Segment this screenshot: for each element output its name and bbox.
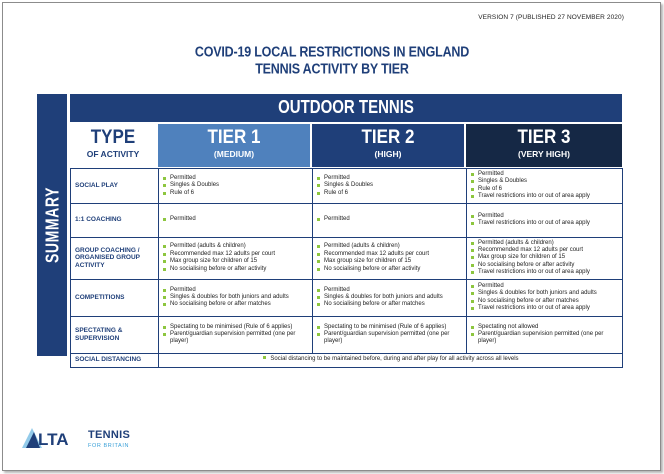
- bullet-item: No socialising before or after matches: [317, 301, 463, 308]
- bullet-item: Permitted: [163, 287, 309, 294]
- tier-2-header: [312, 124, 464, 167]
- bullet-item: Rule of 6: [471, 186, 619, 193]
- table-row: [71, 279, 623, 316]
- bullet-item: Permitted (adults & children): [317, 243, 463, 250]
- bullet-item: No socialising before or after matches: [471, 298, 619, 305]
- bullet-item: Travel restrictions into or out of area apply: [471, 193, 619, 200]
- bullet-list: [163, 243, 309, 273]
- bullet-item: Permitted: [471, 171, 619, 178]
- tier-3-level: (VERY HIGH): [518, 149, 570, 159]
- tier-3-header: [466, 124, 622, 167]
- summary-sidebar: [37, 94, 67, 356]
- tier-1-cell: [159, 316, 313, 353]
- type-header-small: OF ACTIVITY: [86, 149, 140, 159]
- tier-1-cell: [159, 237, 313, 279]
- bullet-list: [471, 283, 619, 313]
- bullet-item: Singles & doubles for both juniors and adults: [317, 294, 463, 301]
- bullet-list: [163, 216, 309, 223]
- bullet-list: [163, 324, 309, 346]
- bullet-item: Travel restrictions into or out of area apply: [471, 220, 619, 227]
- activity-label: SPECTATING & SUPERVISION: [71, 316, 159, 353]
- table-row: [71, 203, 623, 237]
- tier-1-cell: [159, 203, 313, 237]
- tier-3-name: TIER 3: [517, 125, 571, 148]
- bullet-item: Spectating to be minimised (Rule of 6 applies): [317, 324, 463, 331]
- bullet-item: Max group size for children of 15: [471, 254, 619, 261]
- bullet-item: Singles & doubles for both juniors and adults: [471, 290, 619, 297]
- tier-1-level: (MEDIUM): [213, 149, 255, 159]
- bullet-item: Rule of 6: [317, 190, 463, 197]
- bullet-item: Recommended max 12 adults per court: [471, 247, 619, 254]
- bullet-list: [471, 171, 619, 201]
- lta-logo: [22, 426, 142, 456]
- activity-label: SOCIAL PLAY: [71, 169, 159, 204]
- tier-2-cell: [313, 279, 467, 316]
- bullet-item: No socialising before or after activity: [317, 266, 463, 273]
- bullet-item: Permitted: [163, 175, 309, 182]
- activity-label: GROUP COACHING / ORGANISED GROUP ACTIVITY: [71, 237, 159, 279]
- bullet-item: Recommended max 12 adults per court: [317, 251, 463, 258]
- bullet-list: [317, 175, 463, 197]
- version-note: VERSION 7 (PUBLISHED 27 NOVEMBER 2020): [478, 14, 624, 21]
- bullet-item: Travel restrictions into or out of area apply: [471, 305, 619, 312]
- bullet-list: [471, 324, 619, 346]
- bullet-item: Permitted (adults & children): [471, 240, 619, 247]
- social-distancing-text: Social distancing to be maintained before, during and after play for all activity across all levels: [270, 356, 519, 363]
- bullet-item: Singles & Doubles: [317, 182, 463, 189]
- bullet-item: Permitted: [317, 216, 463, 223]
- social-distancing-cell: [159, 353, 623, 367]
- tier-2-level: (HIGH): [374, 149, 402, 159]
- lta-mark: LTA: [38, 430, 69, 449]
- outdoor-tennis-header: [70, 94, 622, 122]
- bullet-list: [317, 216, 463, 223]
- bullet-item: Permitted (adults & children): [163, 243, 309, 250]
- tier-2-name: TIER 2: [361, 125, 415, 148]
- lta-logo-name: TENNIS: [88, 429, 131, 441]
- tier-3-cell: [467, 279, 623, 316]
- bullet-list: [471, 213, 619, 228]
- social-distancing-row: [71, 353, 623, 367]
- bullet-list: [317, 287, 463, 309]
- bullet-item: Parent/guardian supervision permitted (one per player): [163, 331, 309, 346]
- bullet-list: [317, 324, 463, 346]
- activity-label: COMPETITIONS: [71, 279, 159, 316]
- title-line-2: TENNIS ACTIVITY BY TIER: [255, 60, 409, 78]
- bullet-item: No socialising before or after activity: [471, 262, 619, 269]
- tier-2-cell: [313, 203, 467, 237]
- table-row: [71, 169, 623, 204]
- table-row: [71, 316, 623, 353]
- type-of-activity-header: [70, 124, 156, 167]
- bullet-item: Permitted: [317, 287, 463, 294]
- bullet-item: Parent/guardian supervision permitted (one per player): [471, 331, 619, 346]
- bullet-item: Recommended max 12 adults per court: [163, 251, 309, 258]
- social-distancing-label: SOCIAL DISTANCING: [71, 353, 159, 367]
- tier-2-cell: [313, 237, 467, 279]
- title-line-1: COVID-19 LOCAL RESTRICTIONS IN ENGLAND: [194, 43, 470, 61]
- bullet-item: No socialising before or after activity: [163, 266, 309, 273]
- bullet-item: Singles & Doubles: [163, 182, 309, 189]
- bullet-item: Max group size for children of 15: [317, 258, 463, 265]
- bullet-item: Max group size for children of 15: [163, 258, 309, 265]
- restrictions-table: [70, 168, 623, 368]
- bullet-item: Rule of 6: [163, 190, 309, 197]
- outdoor-tennis-label: OUTDOOR TENNIS: [278, 97, 414, 118]
- summary-label: SUMMARY: [41, 186, 63, 264]
- tier-1-cell: [159, 169, 313, 204]
- bullet-list: [163, 287, 309, 309]
- bullet-icon: [263, 356, 266, 359]
- bullet-item: Permitted: [471, 283, 619, 290]
- lta-logo-icon: [22, 426, 86, 450]
- lta-logo-tagline: FOR BRITAIN: [88, 443, 130, 449]
- bullet-list: [317, 243, 463, 273]
- bullet-item: Spectating to be minimised (Rule of 6 applies): [163, 324, 309, 331]
- tier-2-cell: [313, 169, 467, 204]
- bullet-item: Singles & doubles for both juniors and adults: [163, 294, 309, 301]
- type-header-big: TYPE: [90, 125, 136, 148]
- tier-2-cell: [313, 316, 467, 353]
- tier-3-cell: [467, 237, 623, 279]
- bullet-item: Permitted: [317, 175, 463, 182]
- restrictions-table-body: [71, 169, 623, 368]
- bullet-item: Parent/guardian supervision permitted (one per player): [317, 331, 463, 346]
- bullet-item: Permitted: [471, 213, 619, 220]
- tier-3-cell: [467, 316, 623, 353]
- bullet-item: Singles & Doubles: [471, 178, 619, 185]
- bullet-item: Travel restrictions into or out of area apply: [471, 269, 619, 276]
- bullet-list: [471, 240, 619, 277]
- tier-1-header: [158, 124, 310, 167]
- bullet-list: [163, 175, 309, 197]
- tier-1-name: TIER 1: [207, 125, 261, 148]
- tier-1-cell: [159, 279, 313, 316]
- bullet-item: Spectating not allowed: [471, 324, 619, 331]
- table-row: [71, 237, 623, 279]
- bullet-item: Permitted: [163, 216, 309, 223]
- bullet-item: No socialising before or after matches: [163, 301, 309, 308]
- tier-3-cell: [467, 169, 623, 204]
- activity-label: 1:1 COACHING: [71, 203, 159, 237]
- tier-3-cell: [467, 203, 623, 237]
